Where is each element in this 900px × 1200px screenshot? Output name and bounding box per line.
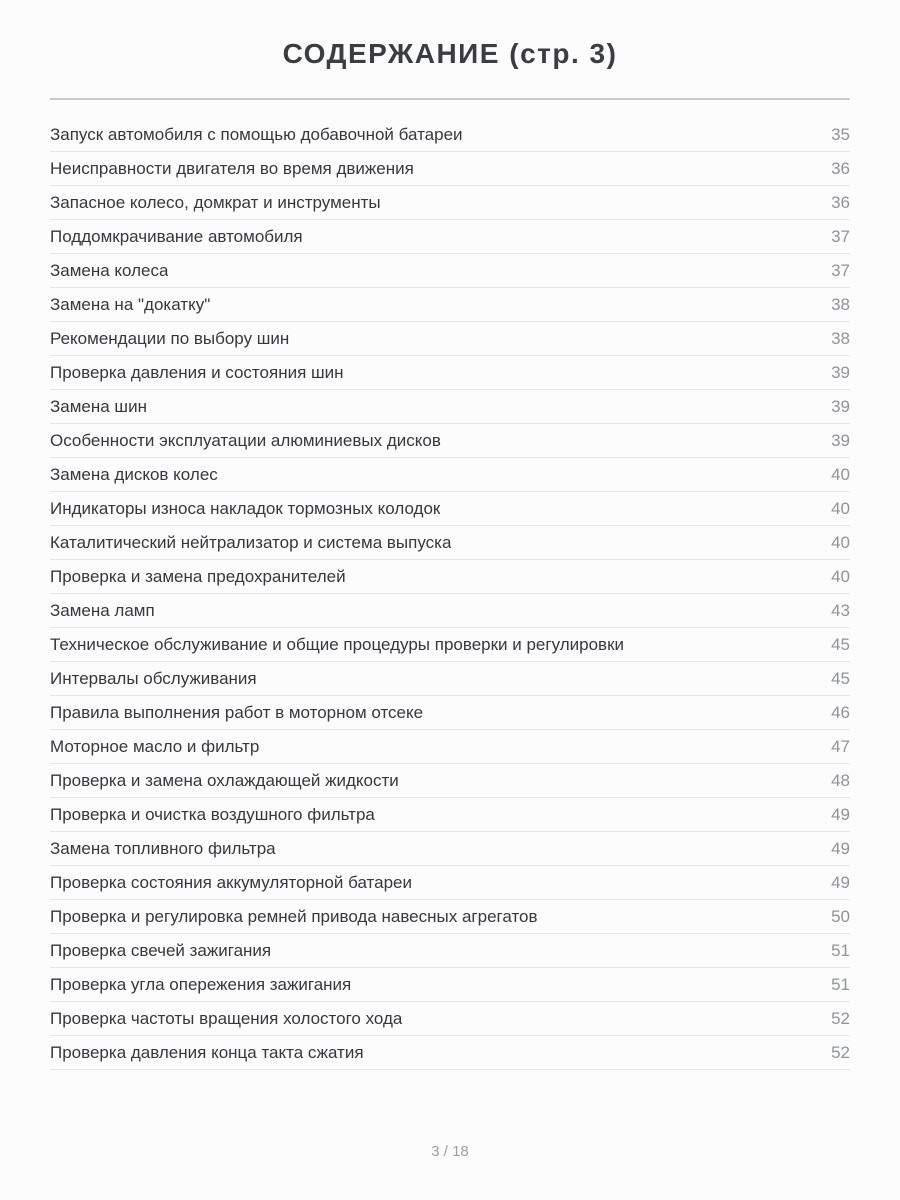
toc-list	[50, 118, 850, 1070]
toc-row[interactable]	[50, 458, 850, 492]
toc-entry-page: 39	[831, 362, 850, 382]
toc-entry-page: 51	[831, 940, 850, 960]
toc-entry-label: Проверка свечей зажигания	[50, 940, 272, 960]
toc-row[interactable]	[50, 832, 850, 866]
toc-row[interactable]	[50, 186, 850, 220]
toc-entry-page: 36	[831, 192, 850, 212]
toc-entry-label: Техническое обслуживание и общие процедуры проверки и регулировки	[50, 634, 625, 654]
toc-entry-label: Замена дисков колес	[50, 464, 218, 484]
toc-entry-label: Правила выполнения работ в моторном отсеке	[50, 702, 424, 722]
toc-entry-label: Проверка и замена охлаждающей жидкости	[50, 770, 399, 790]
toc-entry-label: Каталитический нейтрализатор и система выпуска	[50, 532, 452, 552]
toc-entry-label: Неисправности двигателя во время движения	[50, 158, 414, 178]
toc-entry-page: 45	[831, 634, 850, 654]
toc-entry-label: Запуск автомобиля с помощью добавочной батареи	[50, 124, 463, 144]
toc-row[interactable]	[50, 662, 850, 696]
toc-entry-label: Поддомкрачивание автомобиля	[50, 226, 303, 246]
toc-entry-page: 36	[831, 158, 850, 178]
toc-entry-label: Замена ламп	[50, 600, 155, 620]
toc-entry-page: 52	[831, 1008, 850, 1028]
toc-row[interactable]	[50, 866, 850, 900]
toc-row[interactable]	[50, 900, 850, 934]
toc-entry-page: 43	[831, 600, 850, 620]
toc-entry-page: 39	[831, 396, 850, 416]
toc-row[interactable]	[50, 390, 850, 424]
toc-row[interactable]	[50, 356, 850, 390]
toc-entry-page: 38	[831, 294, 850, 314]
toc-entry-label: Моторное масло и фильтр	[50, 736, 260, 756]
title-divider	[50, 98, 850, 100]
toc-entry-page: 47	[831, 736, 850, 756]
toc-row[interactable]	[50, 322, 850, 356]
page-title: СОДЕРЖАНИЕ (стр. 3)	[282, 38, 618, 69]
page-indicator: 3 / 18	[431, 1143, 469, 1160]
toc-row[interactable]	[50, 220, 850, 254]
toc-entry-page: 52	[831, 1042, 850, 1062]
toc-entry-page: 48	[831, 770, 850, 790]
toc-row[interactable]	[50, 934, 850, 968]
toc-entry-label: Проверка частоты вращения холостого хода	[50, 1008, 403, 1028]
toc-entry-label: Индикаторы износа накладок тормозных колодок	[50, 498, 441, 518]
toc-entry-page: 37	[831, 260, 850, 280]
toc-row[interactable]	[50, 526, 850, 560]
toc-entry-page: 35	[831, 124, 850, 144]
toc-entry-page: 51	[831, 974, 850, 994]
toc-entry-label: Интервалы обслуживания	[50, 668, 257, 688]
toc-entry-label: Проверка и регулировка ремней привода навесных агрегатов	[50, 906, 538, 926]
toc-entry-page: 46	[831, 702, 850, 722]
toc-row[interactable]	[50, 730, 850, 764]
toc-row[interactable]	[50, 968, 850, 1002]
toc-entry-label: Замена колеса	[50, 260, 169, 280]
toc-entry-page: 40	[831, 532, 850, 552]
toc-entry-label: Замена на "докатку"	[50, 294, 211, 314]
toc-row[interactable]	[50, 1002, 850, 1036]
toc-row[interactable]	[50, 288, 850, 322]
toc-entry-page: 40	[831, 566, 850, 586]
toc-entry-page: 49	[831, 872, 850, 892]
toc-entry-page: 50	[831, 906, 850, 926]
toc-row[interactable]	[50, 560, 850, 594]
toc-entry-label: Проверка и замена предохранителей	[50, 566, 346, 586]
toc-entry-label: Проверка давления конца такта сжатия	[50, 1042, 364, 1062]
toc-entry-page: 39	[831, 430, 850, 450]
toc-row[interactable]	[50, 152, 850, 186]
toc-entry-page: 45	[831, 668, 850, 688]
toc-entry-label: Особенности эксплуатации алюминиевых дисков	[50, 430, 441, 450]
toc-entry-label: Проверка и очистка воздушного фильтра	[50, 804, 375, 824]
toc-row[interactable]	[50, 118, 850, 152]
toc-row[interactable]	[50, 254, 850, 288]
toc-row[interactable]	[50, 492, 850, 526]
toc-entry-page: 49	[831, 804, 850, 824]
toc-entry-page: 40	[831, 498, 850, 518]
toc-entry-label: Проверка состояния аккумуляторной батареи	[50, 872, 412, 892]
toc-entry-label: Замена шин	[50, 396, 147, 416]
toc-entry-page: 40	[831, 464, 850, 484]
toc-entry-page: 49	[831, 838, 850, 858]
toc-row[interactable]	[50, 696, 850, 730]
toc-row[interactable]	[50, 628, 850, 662]
toc-entry-page: 37	[831, 226, 850, 246]
toc-row[interactable]	[50, 594, 850, 628]
toc-row[interactable]	[50, 764, 850, 798]
toc-entry-label: Рекомендации по выбору шин	[50, 328, 290, 348]
toc-row[interactable]	[50, 1036, 850, 1070]
toc-entry-label: Проверка угла опережения зажигания	[50, 974, 352, 994]
toc-entry-label: Запасное колесо, домкрат и инструменты	[50, 192, 381, 212]
toc-row[interactable]	[50, 798, 850, 832]
toc-entry-page: 38	[831, 328, 850, 348]
toc-entry-label: Проверка давления и состояния шин	[50, 362, 344, 382]
toc-entry-label: Замена топливного фильтра	[50, 838, 276, 858]
toc-row[interactable]	[50, 424, 850, 458]
